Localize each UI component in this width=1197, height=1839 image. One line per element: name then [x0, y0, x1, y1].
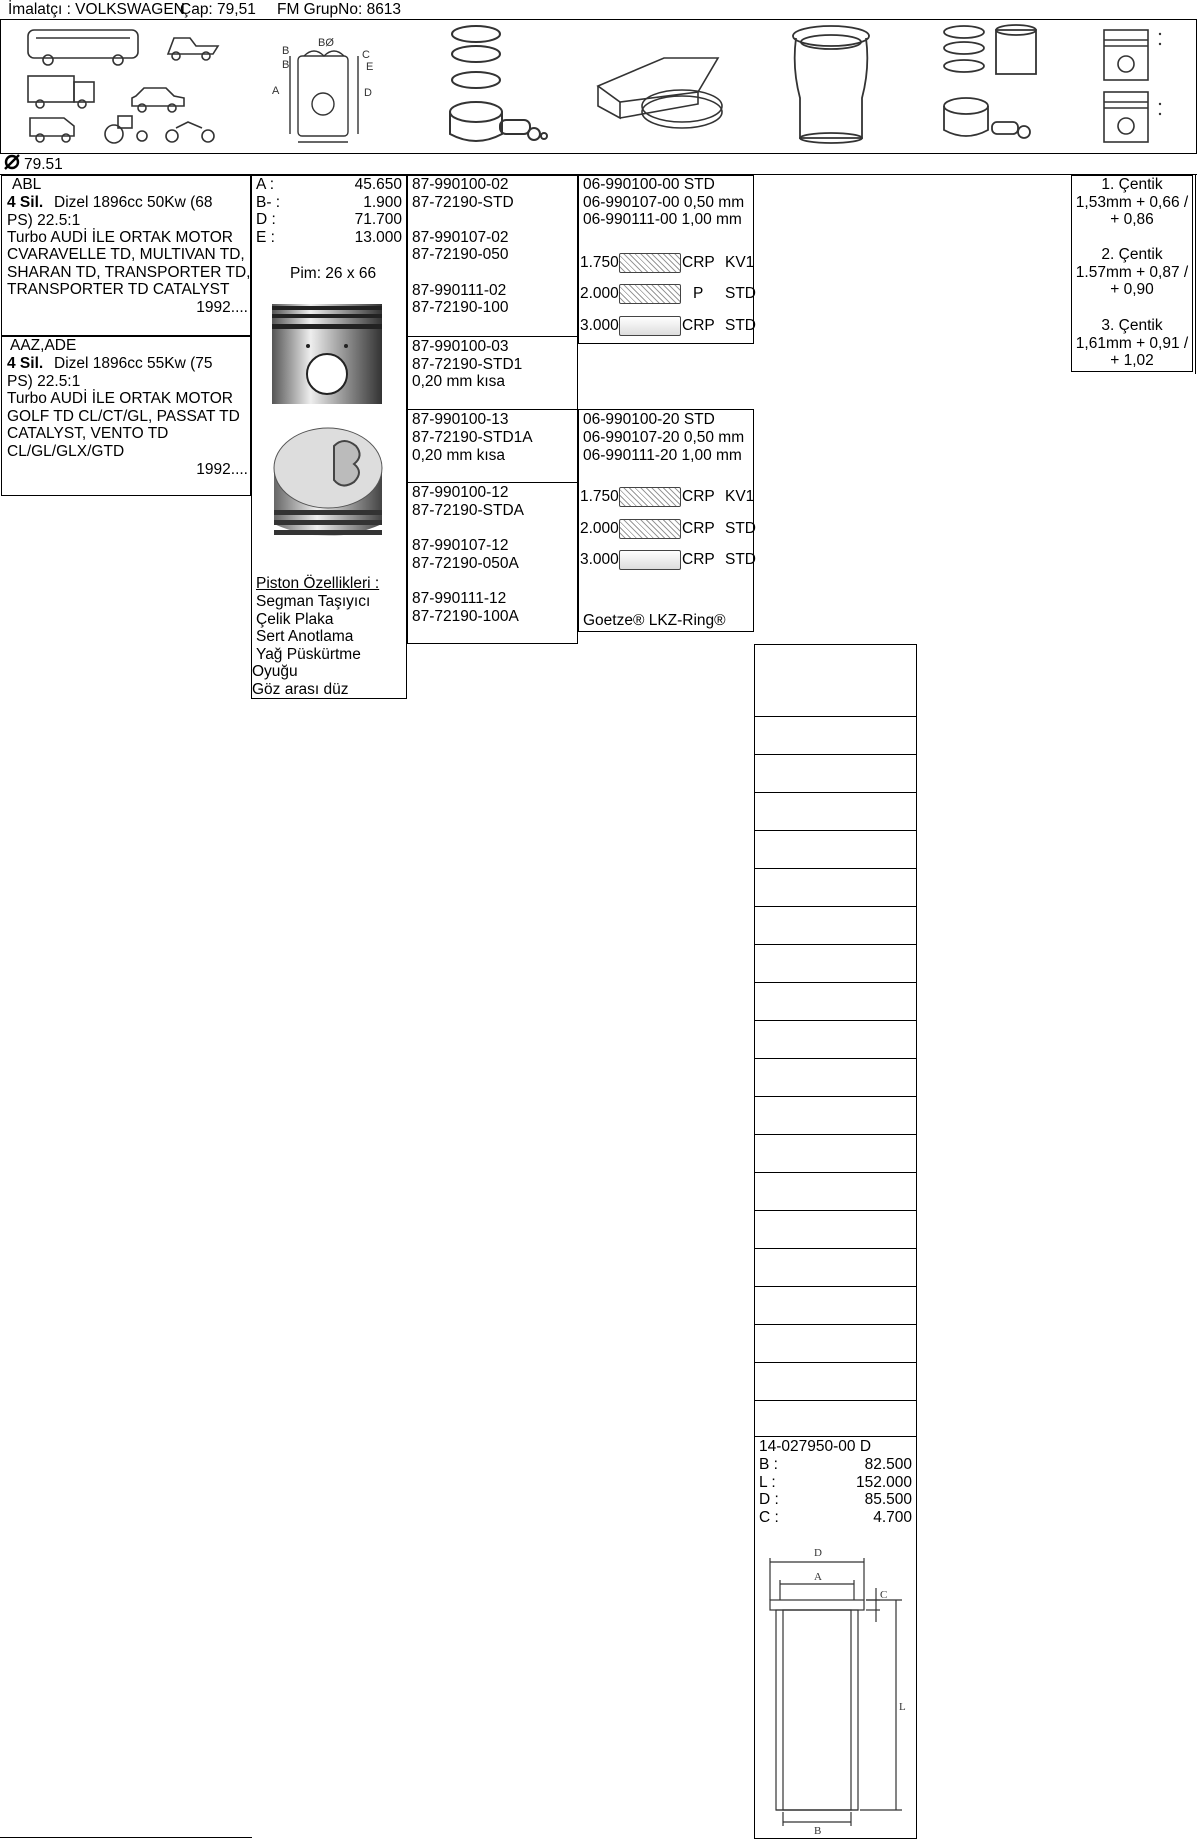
- liner-drawing-label: D: [814, 1547, 822, 1559]
- dim-b-value: 1.900: [363, 194, 402, 211]
- ring-2-spec: STD: [725, 520, 756, 537]
- ring-part: 06-990100-00 STD: [583, 176, 715, 193]
- liner-grid-line: [754, 1172, 917, 1173]
- ring-3-spec: STD: [725, 551, 756, 568]
- right-border: [1195, 174, 1196, 374]
- piston-part: 87-990100-02: [412, 176, 509, 193]
- liner-grid-line: [754, 716, 917, 717]
- ring-1-type: CRP: [682, 254, 715, 271]
- dim-e-label: E :: [256, 229, 275, 246]
- piston-part: 87-990107-02: [412, 229, 509, 246]
- notch-3-title: 3. Çentik: [1101, 317, 1163, 334]
- liner-grid-line: [754, 754, 917, 755]
- ring-2-width: 2.000: [580, 285, 619, 302]
- ring-compression-icon: [619, 253, 681, 273]
- diameter-icon: [3, 153, 21, 171]
- ring-3-width: 3.000: [580, 551, 619, 568]
- liner-grid-line: [754, 906, 917, 907]
- piston-part: 87-990100-03: [412, 338, 509, 355]
- liner-d-value: 85.500: [864, 1491, 912, 1508]
- bottom-rule: [0, 1837, 252, 1838]
- ring-part: 06-990107-20 0,50 mm: [583, 429, 745, 446]
- ring-part: 06-990107-00 0,50 mm: [583, 194, 745, 211]
- dim-d-value: 71.700: [354, 211, 402, 228]
- dim-b-label: B- :: [256, 194, 281, 211]
- liner-grid-line: [754, 1058, 917, 1059]
- ring-set-box-icon: [592, 50, 732, 138]
- ring-scraper-icon: [619, 519, 681, 539]
- group-1-line4: CVARAVELLE TD, MULTIVAN TD,: [7, 246, 245, 263]
- piston-part: 87-990100-13: [412, 411, 509, 428]
- liner-b-label: B :: [759, 1456, 778, 1473]
- ring-brand: Goetze® LKZ-Ring®: [583, 612, 726, 629]
- header-bore: Çap: 79,51: [180, 1, 256, 18]
- liner-grid-line: [754, 1134, 917, 1135]
- liner-grid-line: [754, 868, 917, 869]
- ring-3-type: CRP: [682, 551, 715, 568]
- liner-part: 14-027950-00 D: [759, 1438, 872, 1455]
- notch-1-tol: + 0,86: [1110, 211, 1154, 228]
- notch-3-tol: + 1,02: [1110, 352, 1154, 369]
- group-1-line3: Turbo AUDİ İLE ORTAK MOTOR: [7, 229, 233, 246]
- notch-3-value: 1,61mm + 0,91 /: [1075, 335, 1189, 352]
- features-title: Piston Özellikleri :: [256, 575, 380, 592]
- liner-b-value: 82.500: [864, 1456, 912, 1473]
- ring-1-spec: KV1: [725, 254, 755, 271]
- piston-side-image: [268, 302, 386, 408]
- svg-text:BØ: BØ: [318, 37, 334, 49]
- feature-5: Oyuğu: [252, 663, 298, 680]
- ring-3-type: CRP: [682, 317, 715, 334]
- group-1-year: 1992....: [196, 299, 248, 316]
- liner-grid-line: [754, 982, 917, 983]
- feature-4: Yağ Püskürtme: [256, 646, 361, 663]
- svg-text:B: B: [282, 45, 290, 57]
- liner-grid-line: [754, 1286, 917, 1287]
- group-1-cyl: 4 Sil.: [7, 194, 44, 211]
- group-1-code: ABL: [12, 176, 42, 193]
- liner-grid-line: [754, 792, 917, 793]
- ring-2-type: CRP: [682, 520, 715, 537]
- ring-1-type: CRP: [682, 488, 715, 505]
- dim-e-value: 13.000: [354, 229, 402, 246]
- piston-part: 87-72190-STDA: [412, 502, 525, 519]
- liner-grid-line: [754, 1436, 917, 1437]
- ring-1-width: 1.750: [580, 488, 619, 505]
- group-1-line5: SHARAN TD, TRANSPORTER TD,: [7, 264, 251, 281]
- ring-oil-icon: [619, 550, 681, 570]
- group-2-cyl: 4 Sil.: [7, 355, 44, 372]
- ring-oil-icon: [619, 316, 681, 336]
- feature-1: Segman Taşıyıcı: [256, 593, 371, 610]
- liner-grid-line: [754, 1096, 917, 1097]
- piston-part: 87-72190-STD: [412, 194, 514, 211]
- ring-notch-icon: [1102, 24, 1166, 148]
- ring-part: 06-990111-20 1,00 mm: [583, 447, 742, 464]
- piston-part: 87-72190-050: [412, 246, 509, 263]
- ring-3-spec: STD: [725, 317, 756, 334]
- notch-1-title: 1. Çentik: [1101, 176, 1163, 193]
- liner-l-label: L :: [759, 1474, 776, 1491]
- group-1-line1: Dizel 1896cc 50Kw (68: [54, 194, 213, 211]
- notch-2-value: 1.57mm + 0,87 /: [1075, 264, 1189, 281]
- vehicle-types-icon: [22, 24, 232, 146]
- liner-grid-line: [754, 1400, 917, 1401]
- ring-scraper-icon: [619, 284, 681, 304]
- liner-l-value: 152.000: [855, 1474, 912, 1491]
- piston-part: 87-990107-12: [412, 537, 509, 554]
- piston-part: 87-990100-12: [412, 484, 509, 501]
- piston-part: 87-72190-STD1A: [412, 429, 533, 446]
- liner-drawing-label: L: [899, 1701, 906, 1713]
- liner-c-value: 4.700: [873, 1509, 912, 1526]
- ring-part: 06-990111-00 1,00 mm: [583, 211, 742, 228]
- notch-1-value: 1,53mm + 0,66 /: [1075, 194, 1189, 211]
- piston-part: 87-990111-02: [412, 282, 507, 299]
- liner-grid-line: [754, 1248, 917, 1249]
- piston-part: 87-72190-100A: [412, 608, 519, 625]
- feature-6: Göz arası düz: [252, 681, 349, 698]
- ring-1-width: 1.750: [580, 254, 619, 271]
- piston-note: 0,20 mm kısa: [412, 373, 506, 390]
- piston-part: 87-72190-STD1: [412, 356, 523, 373]
- piston-part: 87-72190-050A: [412, 555, 519, 572]
- group-2-code: AAZ,ADE: [10, 337, 77, 354]
- liner-grid-line: [754, 1324, 917, 1325]
- header-group: FM GrupNo: 8613: [277, 1, 402, 18]
- piston-part: 87-990111-12: [412, 590, 507, 607]
- svg-text:E: E: [366, 61, 374, 73]
- piston-rings-icon: [446, 24, 546, 150]
- engine-kit-icon: [940, 24, 1040, 146]
- group-1-line6: TRANSPORTER TD CATALYST: [7, 281, 230, 298]
- liner-drawing-label: A: [814, 1571, 822, 1583]
- group-2-year: 1992....: [196, 461, 248, 478]
- pin-size: Pim: 26 x 66: [290, 265, 377, 282]
- ring-part: 06-990100-20 STD: [583, 411, 715, 428]
- cylinder-liner-icon: [788, 24, 874, 144]
- ring-1-spec: KV1: [725, 488, 755, 505]
- group-2-line2: PS) 22.5:1: [7, 373, 81, 390]
- ring-3-width: 3.000: [580, 317, 619, 334]
- diameter-value: 79.51: [24, 156, 63, 173]
- liner-grid-line: [754, 1020, 917, 1021]
- liner-dimension-drawing: [762, 1540, 914, 1837]
- notch-2-title: 2. Çentik: [1101, 246, 1163, 263]
- liner-grid-line: [754, 944, 917, 945]
- ring-2-type: P: [693, 285, 704, 302]
- feature-3: Sert Anotlama: [256, 628, 354, 645]
- svg-text:B: B: [282, 59, 290, 71]
- dim-a-label: A :: [256, 176, 275, 193]
- group-1-line2: PS) 22.5:1: [7, 212, 81, 229]
- ring-compression-icon: [619, 487, 681, 507]
- group-2-line5: CATALYST, VENTO TD: [7, 425, 169, 442]
- svg-text:C: C: [362, 49, 370, 61]
- piston-note: 0,20 mm kısa: [412, 447, 506, 464]
- dim-a-value: 45.650: [354, 176, 402, 193]
- group-2-line1: Dizel 1896cc 55Kw (75: [54, 355, 213, 372]
- piston-top-image: [270, 424, 386, 548]
- piston-part: 87-72190-100: [412, 299, 509, 316]
- ring-2-width: 2.000: [580, 520, 619, 537]
- liner-grid-line: [754, 830, 917, 831]
- liner-grid-line: [754, 1210, 917, 1211]
- liner-drawing-label: C: [880, 1589, 888, 1601]
- group-2-line6: CL/GL/GLX/GTD: [7, 443, 125, 460]
- liner-drawing-label: B: [814, 1825, 822, 1837]
- piston-dimension-diagram-icon: [268, 34, 378, 146]
- header-manufacturer: İmalatçı : VOLKSWAGEN: [8, 1, 185, 18]
- ring-2-spec: STD: [725, 285, 756, 302]
- svg-text:D: D: [364, 87, 372, 99]
- dim-d-label: D :: [256, 211, 276, 228]
- feature-2: Çelik Plaka: [256, 611, 334, 628]
- notch-2-tol: + 0,90: [1110, 281, 1154, 298]
- liner-d-label: D :: [759, 1491, 779, 1508]
- group-2-line4: GOLF TD CL/CT/GL, PASSAT TD: [7, 408, 240, 425]
- group-2-line3: Turbo AUDİ İLE ORTAK MOTOR: [7, 390, 233, 407]
- svg-text:A: A: [272, 85, 280, 97]
- liner-grid-line: [754, 1362, 917, 1363]
- liner-c-label: C :: [759, 1509, 779, 1526]
